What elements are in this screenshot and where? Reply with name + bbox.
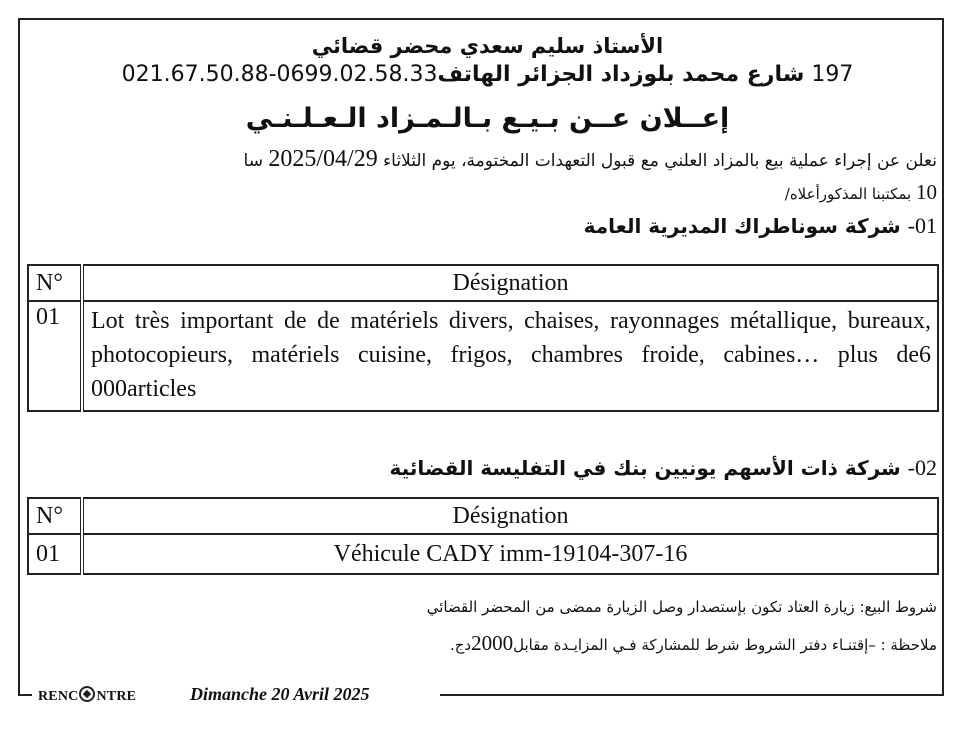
address-number: 197 — [811, 62, 854, 87]
col-designation-header: Désignation — [82, 265, 938, 301]
row-designation: Lot très important de de matériels divers, chaises, rayonnages métallique, bureaux, photocopieurs, matériels cuisine, frigos, chambres froide, cabines… plus de6 000articles — [82, 301, 938, 411]
note-amount: 2000 — [471, 631, 514, 655]
table-row — [28, 301, 938, 411]
bailiff-name: الأستاذ سليم سعدي محضر قضائي — [311, 34, 664, 58]
brand-right: NTRE — [96, 689, 137, 704]
auction-hour: 10 — [916, 180, 937, 204]
note-line — [37, 631, 937, 656]
table-row — [28, 534, 938, 574]
note-currency: دج. — [449, 636, 472, 654]
publication-date: Dimanche 20 Avril 2025 — [190, 684, 370, 704]
compass-logo-icon — [79, 686, 95, 702]
notice-title: إعــلان عــن بـيـع بـالـمـزاد الـعـلـنـي — [245, 103, 730, 134]
newspaper-brand — [38, 686, 136, 705]
page-footer — [18, 684, 944, 704]
row-no: 01 — [28, 534, 82, 574]
section-1-title: شركة سوناطراك المديرية العامة — [583, 214, 901, 238]
auction-date: 2025/04/29 — [268, 146, 378, 172]
bailiff-address — [0, 62, 975, 87]
col-no-header: N° — [28, 498, 82, 534]
footer-rule-left — [18, 694, 32, 696]
phone-numbers: 0699.02.58.33-021.67.50.88 — [121, 62, 438, 87]
row-no: 01 — [28, 301, 82, 411]
hour-abbrev: سا — [243, 151, 263, 171]
intro-line-2 — [37, 180, 937, 205]
sale-conditions: شروط البيع: زيارة العتاد تكون بإستصدار وصل الزيارة ممضى من المحضر القضائي — [426, 598, 937, 616]
intro-line-1 — [37, 146, 937, 173]
col-no-header: N° — [28, 265, 82, 301]
section-2-table — [27, 497, 939, 575]
section-1-table — [27, 264, 939, 412]
section-2-title: شركة ذات الأسهم يونيين بنك في التفليسة القضائية — [389, 456, 901, 480]
section-1-index: 01- — [907, 213, 937, 238]
intro-location: بمكتبنا المذكورأعلاه/ — [784, 185, 912, 203]
footer-rule — [440, 694, 944, 696]
intro-text: نعلن عن إجراء عملية بيع بالمزاد العلني مع قبول التعهدات المختومة، يوم الثلاثاء — [383, 151, 937, 171]
col-designation-header: Désignation — [82, 498, 938, 534]
brand-left: RENC — [38, 689, 79, 704]
note-text: ملاحظة : –إقتنـاء دفتر الشروط شرط للمشاركة فـي المزايـدة مقابل — [513, 636, 937, 654]
table-header-row — [28, 498, 938, 534]
section-1-heading — [584, 213, 937, 239]
section-2-index: 02- — [907, 455, 937, 480]
section-2-heading — [390, 455, 937, 481]
row-designation: Véhicule CADY imm-19104-307-16 — [82, 534, 938, 574]
table-header-row — [28, 265, 938, 301]
address-text: شارع محمد بلوزداد الجزائر الهاتف — [437, 62, 805, 87]
